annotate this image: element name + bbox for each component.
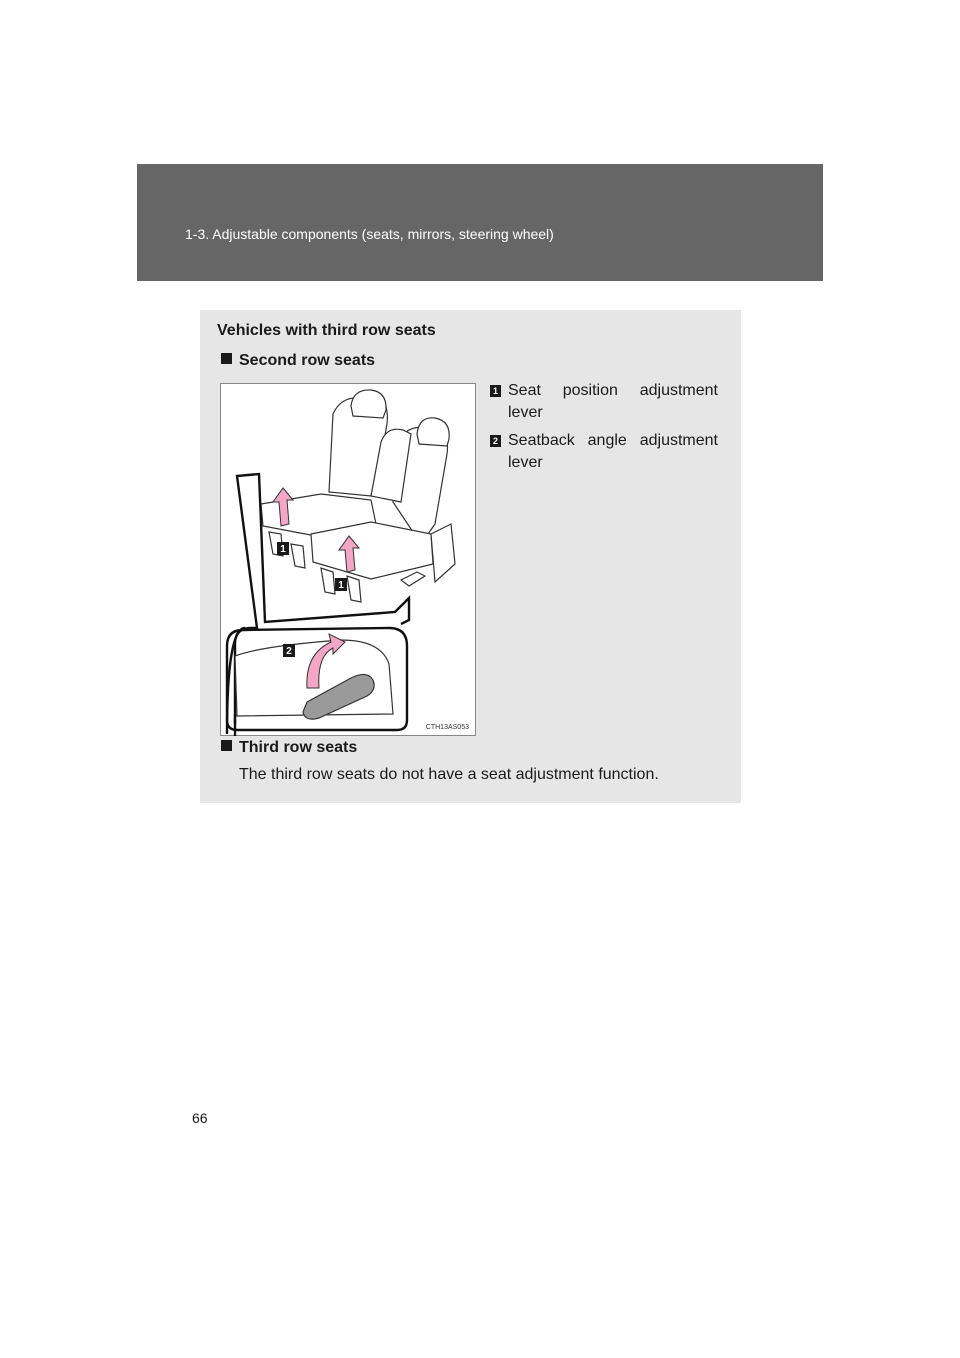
page-number: 66 (192, 1110, 208, 1126)
legend-item-seat-position (490, 380, 718, 424)
legend-text: Seatback angle adjustment lever (508, 432, 718, 471)
callout-1b: 1 (338, 580, 344, 591)
third-row-note: The third row seats do not have a seat adjustment function. (239, 766, 659, 783)
number-badge-2: 2 (490, 435, 501, 447)
number-badge-1: 1 (490, 385, 501, 397)
legend-item-seatback-angle (490, 430, 718, 474)
figure-code: CTH13AS053 (425, 724, 469, 731)
seat-illustration (220, 383, 476, 736)
vehicles-heading: Vehicles with third row seats (217, 322, 436, 339)
square-bullet-icon (221, 353, 232, 364)
section-title: 1-3. Adjustable components (seats, mirrors, steering wheel) (185, 226, 554, 242)
seat-drawing (221, 384, 477, 737)
second-row-heading: Second row seats (221, 352, 375, 370)
callout-1a: 1 (280, 544, 286, 555)
section-header-bar (137, 164, 823, 281)
callout-2: 2 (286, 646, 292, 657)
square-bullet-icon (221, 740, 232, 751)
third-row-heading: Third row seats (221, 739, 357, 757)
content-panel (200, 310, 741, 803)
legend-text: Seat position adjustment lever (508, 382, 718, 421)
